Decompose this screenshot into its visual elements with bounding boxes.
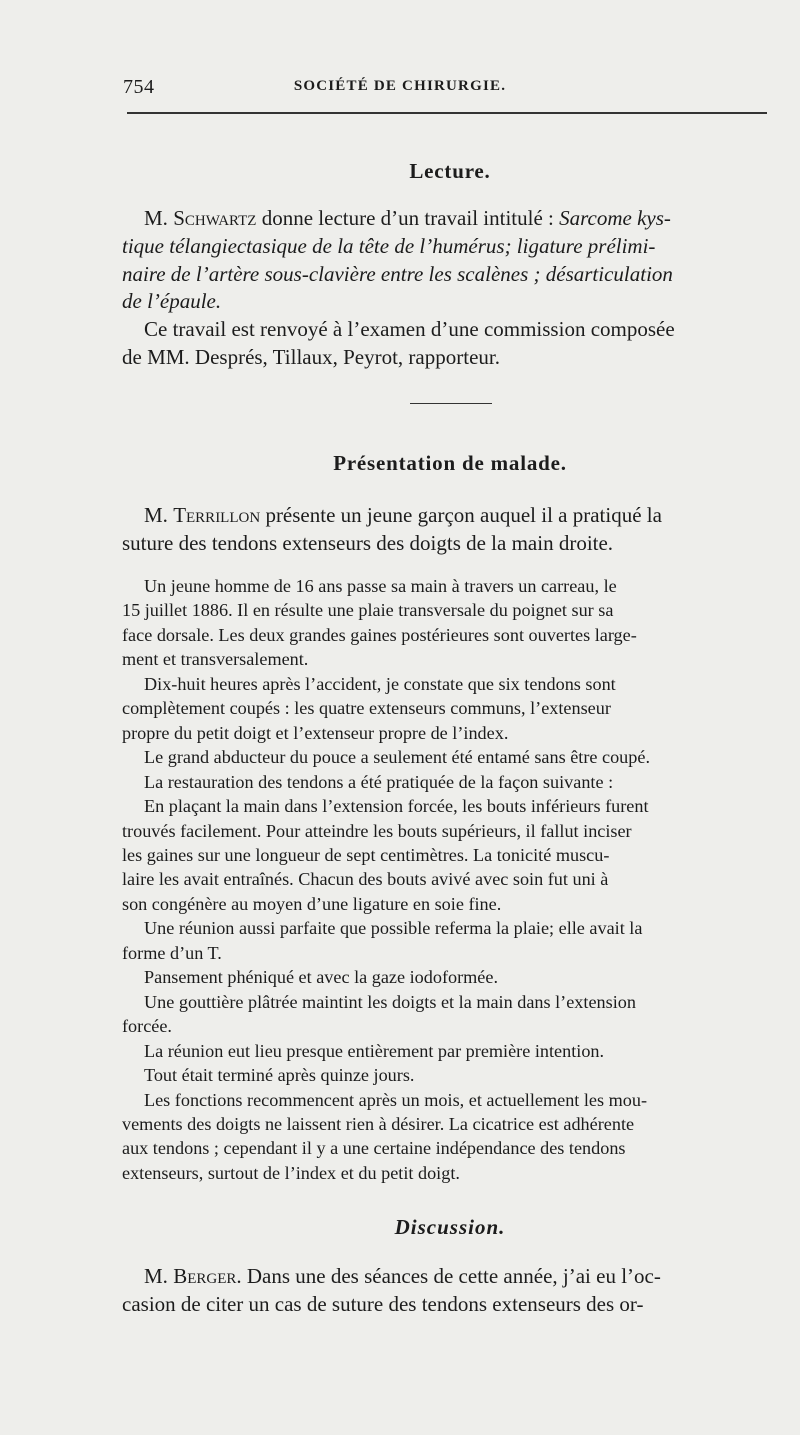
text-line: Les fonctions recommencent après un mois, et actuellement les mou- [144,1089,648,1110]
text-line: En plaçant la main dans l’extension forcée, les bouts inférieurs furent [144,796,649,817]
text-line: Tout était terminé après quinze jours. [144,1065,415,1086]
running-title: SOCIÉTÉ DE CHIRURGIE. [293,78,507,94]
text-line: de MM. Després, Tillaux, Peyrot, rapporteur. [122,344,500,369]
text-line: Pansement phéniqué et avec la gaze iodoformée. [144,967,498,988]
text-line: La restauration des tendons a été pratiquée de la façon suivante : [144,771,614,792]
text-line: vements des doigts ne laissent rien à désirer. La cicatrice est adhérente [122,1113,635,1134]
text-line: extenseurs, surtout de l’index et du petit doigt. [122,1162,460,1183]
text-line: de l’épaule. [122,289,222,314]
text-line: propre du petit doigt et l’extenseur propre de l’index. [122,722,509,743]
text-line: Un jeune homme de 16 ans passe sa main à travers un carreau, le [144,576,617,596]
text-line: Ce travail est renvoyé à l’examen d’une commission composée [144,317,675,341]
text-line: casion de citer un cas de suture des tendons extenseurs des or- [122,1291,644,1316]
text-line: complètement coupés : les quatre extenseurs communs, l’extenseur [122,698,611,719]
text-line: M. Schwartz donne lecture d’un travail intitulé : Sarcome kys- [144,206,671,230]
running-head [0,76,800,100]
text-line: naire de l’artère sous-clavière entre les scalènes ; désarticulation [122,261,673,286]
author-name: Terrillon [173,503,261,527]
paragraph-discussion-berger [122,1263,772,1319]
page-number: 754 [123,76,155,98]
text-line: Dix-huit heures après l’accident, je constate que six tendons sont [144,673,616,694]
header-rule [127,112,767,114]
text-line: forcée. [122,1016,172,1037]
text-line: son congénère au moyen d’une ligature en soie fine. [122,893,502,914]
author-name: Berger [173,1264,237,1288]
text-line: La réunion eut lieu presque entièrement par première intention. [144,1040,605,1061]
author-name: Schwartz [173,206,257,230]
paragraph-presentation-terrillon [122,502,772,558]
text-line: trouvés facilement. Pour atteindre les bouts supérieurs, il fallut inciser [122,820,632,841]
text-line: Une réunion aussi parfaite que possible referma la plaie; elle avait la [144,918,643,939]
paragraph-lecture-commission [122,316,772,372]
text-line: aux tendons ; cependant il y a une certaine indépendance des tendons [122,1138,626,1159]
case-report [122,574,772,1185]
section-separator [410,403,492,404]
section-heading-lecture: Lecture. [409,159,491,183]
text-line: tique télangiectasique de la tête de l’humérus; ligature prélimi- [122,233,656,258]
text-line: les gaines sur une longueur de sept centimètres. La tonicité muscu- [122,844,610,865]
text-line: forme d’un T. [122,942,222,963]
text-line: 15 juillet 1886. Il en résulte une plaie transversale du poignet sur sa [122,600,614,621]
text-line: suture des tendons extenseurs des doigts de la main droite. [122,530,614,555]
text-line: ment et transversalement. [122,649,309,670]
section-heading-discussion: Discussion. [394,1215,506,1239]
text-line: face dorsale. Les deux grandes gaines postérieures sont ouvertes large- [122,624,637,645]
text-line: Une gouttière plâtrée maintint les doigts et la main dans l’extension [144,991,636,1012]
section-heading-presentation: Présentation de malade. [333,451,567,475]
text-line: M. Terrillon présente un jeune garçon auquel il a pratiqué la [144,503,662,527]
text-line: M. Berger. Dans une des séances de cette année, j’ai eu l’oc- [144,1264,661,1288]
text-line: Le grand abducteur du pouce a seulement été entamé sans être coupé. [144,747,650,768]
text-line: laire les avait entraînés. Chacun des bouts avivé avec soin fut uni à [122,869,609,890]
paragraph-lecture-schwartz [122,205,772,316]
